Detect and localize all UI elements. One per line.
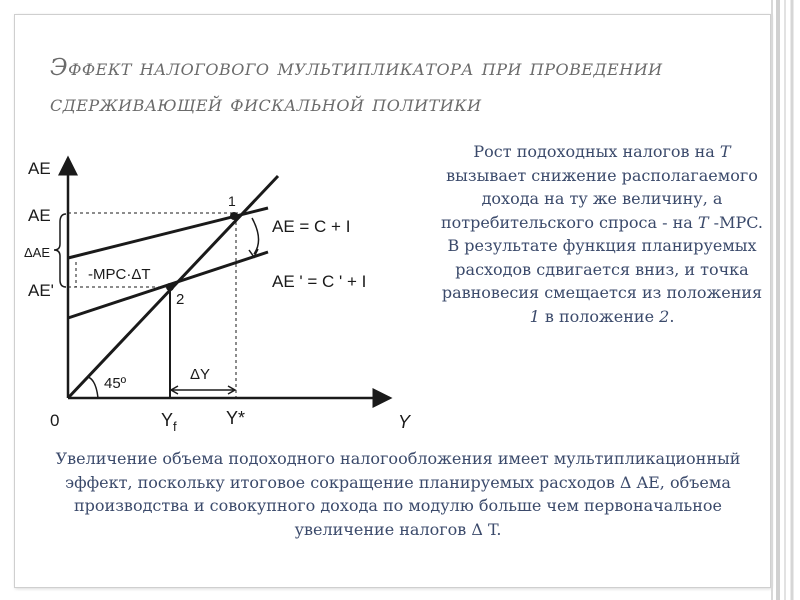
slide-title	[50, 50, 750, 122]
angle-arc	[88, 377, 98, 398]
point-1	[230, 212, 238, 220]
line-ae	[68, 208, 268, 258]
yf-subscript: f	[173, 419, 177, 434]
title-line-1: Эффект налогового мультипликатора при проведении	[50, 55, 663, 81]
explanation-text	[438, 140, 766, 328]
delta-ae-brace	[54, 214, 66, 287]
side-p3: -MPC. В результате функция планируемых расходов сдвигается вниз, и точка равновесия смещается из положения	[441, 212, 763, 302]
point-2	[166, 283, 174, 291]
line-ae-label: AE = C + I	[272, 217, 351, 236]
angle-label: 45º	[104, 375, 127, 392]
origin-label: 0	[50, 411, 60, 430]
point-1-label: 1	[228, 193, 236, 209]
side-t1: T	[719, 142, 731, 161]
title-line-2: сдерживающей фискальной политики	[50, 91, 482, 117]
x-axis-label: Y	[398, 412, 411, 432]
y-axis-label: AE	[28, 159, 51, 178]
ae-label: AE	[28, 206, 51, 225]
shift-arrow	[252, 218, 259, 254]
ae-prime-label: AE'	[28, 281, 54, 300]
side-p2: вызывает снижение располагаемого дохода на ту же величину, а потребительского спроса - на	[441, 165, 758, 232]
mpc-label: -MPC·ΔT	[88, 266, 151, 283]
line-ae-prime-label: AE ' = C ' + I	[272, 272, 367, 291]
side-p1: Рост подоходных налогов на	[473, 142, 720, 161]
side-p4: в положение	[539, 306, 660, 326]
conclusion-text: Увеличение объема подоходного налогообложения имеет мультипликационный эффект, поскольку итоговое сокращение планируемых расходов Δ AE, объема производства и совокупного дохода по модулю больше чем первоначальное увеличение налогов Δ T.	[55, 449, 741, 539]
point-2-label: 2	[176, 291, 185, 308]
yf-label	[161, 410, 177, 434]
delta-y-label: ΔY	[190, 366, 211, 383]
decorative-side-stripes	[768, 0, 800, 600]
yf-main: Y	[161, 410, 174, 430]
ystar-label: Y*	[226, 408, 246, 428]
side-n1: 1	[529, 306, 540, 326]
multiplier-diagram	[20, 148, 440, 438]
side-p5: .	[669, 306, 675, 326]
delta-ae-label: ΔAE	[24, 245, 51, 260]
side-t2: T	[697, 212, 709, 232]
side-n2: 2	[659, 306, 670, 326]
